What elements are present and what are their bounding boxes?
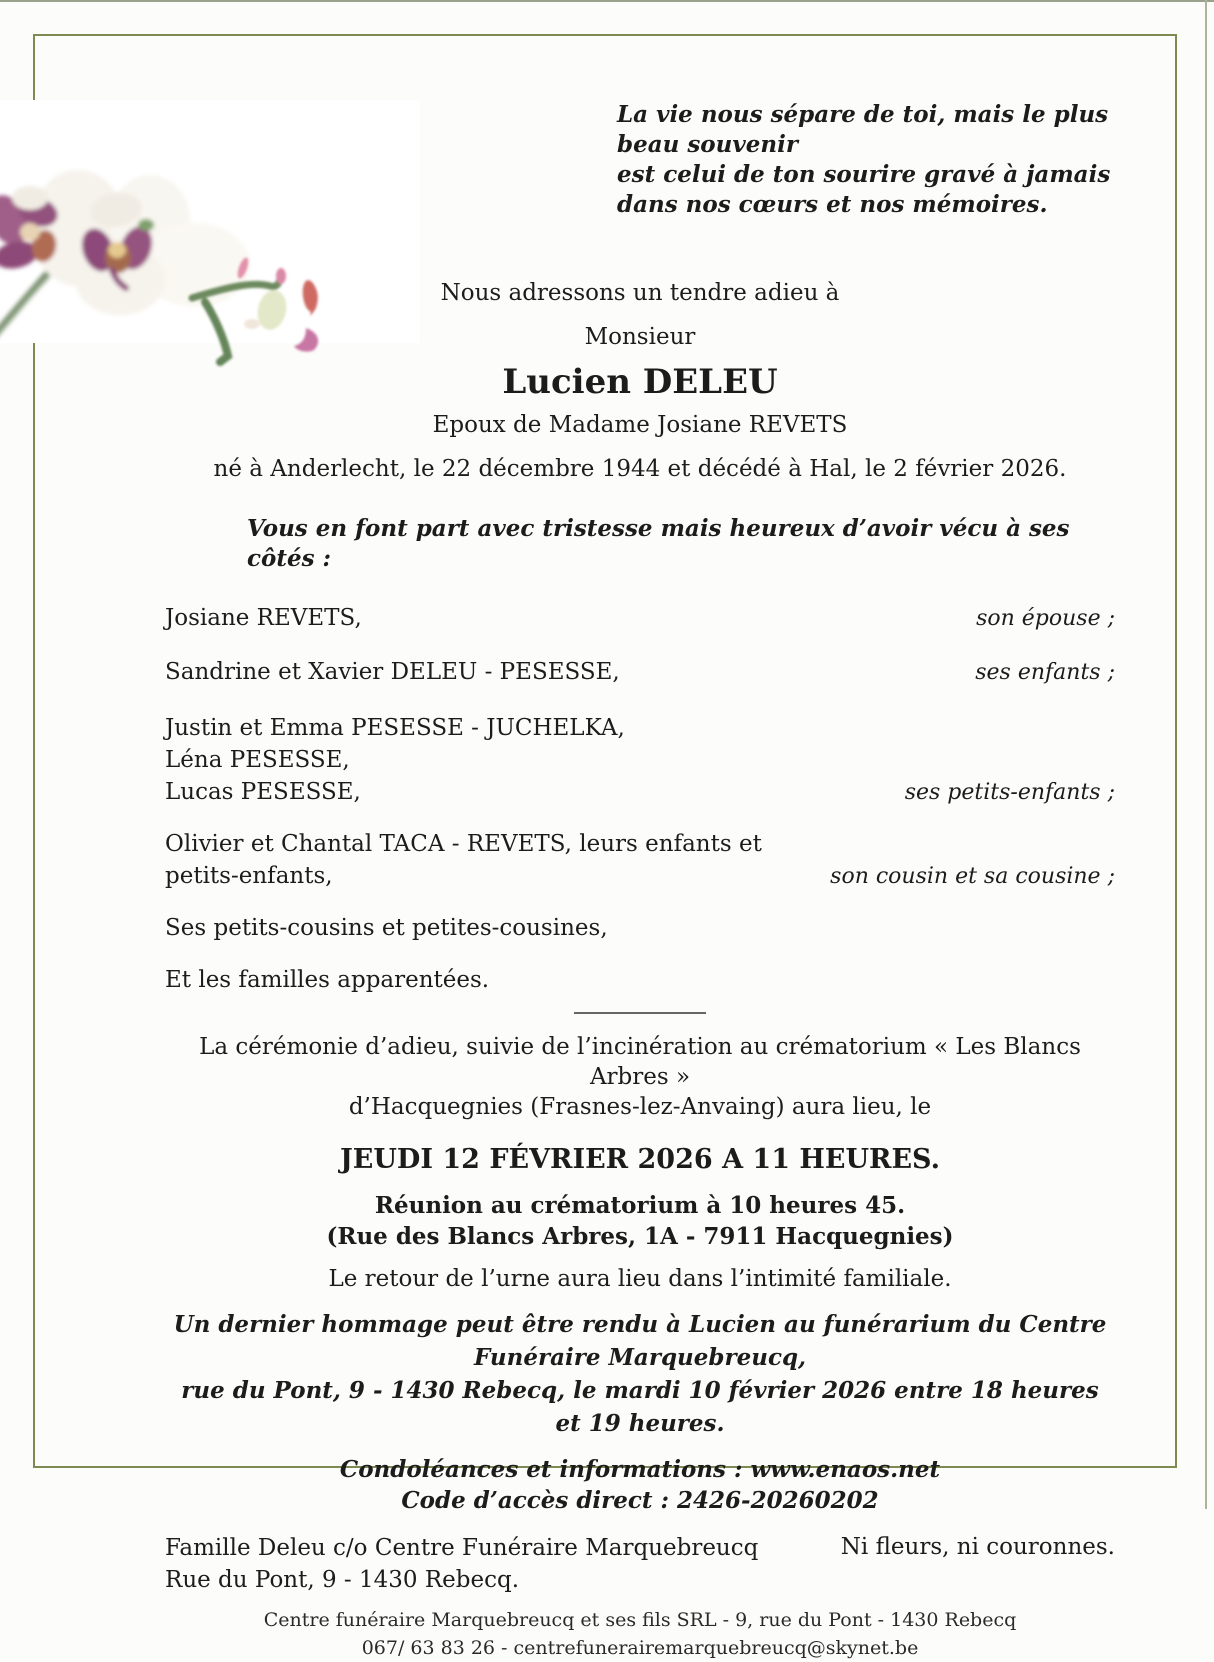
quote-line: dans nos cœurs et nos mémoires. (617, 191, 1048, 218)
section-divider (574, 1012, 706, 1014)
family-row-petits-cousins (165, 912, 1115, 944)
flowers-note: Ni fleurs, ni couronnes. (840, 1534, 1115, 1560)
funeral-home-footer (165, 1606, 1115, 1662)
announcement-content (165, 0, 1115, 1662)
family-row-children (165, 656, 1115, 688)
memorial-quote (617, 100, 1115, 220)
family-name: Olivier et Chantal TACA - REVETS, leurs enfants et petits-enfants, (165, 831, 762, 889)
family-relation: son épouse ; (976, 606, 1115, 631)
homage-info (165, 1308, 1115, 1440)
condolences-info (165, 1454, 1115, 1516)
family-name: Josiane REVETS, (165, 605, 362, 631)
family-relation: son cousin et sa cousine ; (830, 864, 1115, 889)
family-relation: ses petits-enfants ; (904, 780, 1115, 805)
family-name: Sandrine et Xavier DELEU - PESESSE, (165, 659, 620, 685)
homage-line: Un dernier hommage peut être rendu à Lucien au funérarium du Centre Funéraire Marquebreucq, (173, 1311, 1107, 1371)
quote-line: La vie nous sépare de toi, mais le plus beau souvenir (617, 101, 1109, 158)
access-code-line: Code d’accès direct : 2426-20260202 (401, 1487, 879, 1514)
ceremony-date: JEUDI 12 FÉVRIER 2026 A 11 HEURES. (340, 1144, 940, 1175)
civility-line: Monsieur (584, 324, 696, 350)
footer-line: 067/ 63 83 26 - centrefunerairemarquebreucq@skynet.be (361, 1637, 919, 1659)
homage-line: rue du Pont, 9 - 1430 Rebecq, le mardi 10 février 2026 entre 18 heures et 19 heures. (181, 1377, 1099, 1437)
family-name: Justin et Emma PESESSE - JUCHELKA, (165, 715, 625, 741)
announcement-intro: Vous en font part avec tristesse mais heureux d’avoir vécu à ses côtés : (247, 515, 1070, 572)
family-name: Léna PESESSE, (165, 747, 350, 773)
condolences-line: Condoléances et informations : www.enaos.net (339, 1456, 941, 1483)
family-contact (165, 1532, 758, 1596)
birth-death-line: né à Anderlecht, le 22 décembre 1944 et décédé à Hal, le 2 février 2026. (213, 456, 1067, 482)
intro-line: Nous adressons un tendre adieu à (440, 280, 840, 306)
quote-line: est celui de ton sourire gravé à jamais (617, 161, 1111, 188)
scan-edge-right (1205, 0, 1207, 1509)
ceremony-line: La cérémonie d’adieu, suivie de l’incinération au crématorium « Les Blancs Arbres » (199, 1034, 1081, 1090)
deceased-name: Lucien DELEU (502, 362, 778, 402)
contact-row (165, 1532, 1115, 1596)
family-row-cousins (165, 828, 1115, 892)
meeting-line: Réunion au crématorium à 10 heures 45. (374, 1192, 906, 1219)
ceremony-announcement (165, 1032, 1115, 1122)
ceremony-line: d’Hacquegnies (Frasnes-lez-Anvaing) aura lieu, le (348, 1094, 932, 1120)
family-relation: ses enfants ; (975, 660, 1115, 685)
footer-line: Centre funéraire Marquebreucq et ses fils SRL - 9, rue du Pont - 1430 Rebecq (263, 1609, 1017, 1631)
meeting-info (165, 1190, 1115, 1252)
family-row-familles (165, 964, 1115, 996)
family-row-grandchildren (165, 712, 1115, 808)
family-row-spouse (165, 602, 1115, 634)
crematorium-address: (Rue des Blancs Arbres, 1A - 7911 Hacquegnies) (326, 1223, 954, 1250)
contact-line: Famille Deleu c/o Centre Funéraire Marquebreucq (165, 1535, 759, 1561)
urn-line: Le retour de l’urne aura lieu dans l’intimité familiale. (328, 1266, 952, 1292)
spouse-line: Epoux de Madame Josiane REVETS (432, 412, 848, 438)
family-name: Lucas PESESSE, (165, 779, 361, 805)
family-name: Et les familles apparentées. (165, 967, 490, 993)
family-name: Ses petits-cousins et petites-cousines, (165, 915, 608, 941)
contact-line: Rue du Pont, 9 - 1430 Rebecq. (165, 1567, 520, 1593)
